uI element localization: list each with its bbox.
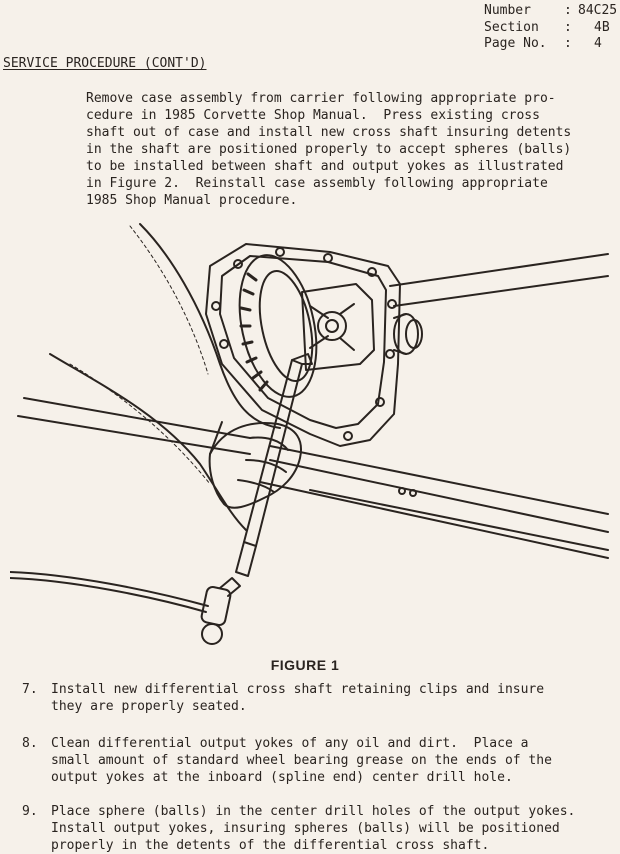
intro-line: in Figure 2. Reinstall case assembly following appropriate xyxy=(86,176,548,191)
meta-row-number xyxy=(484,3,620,20)
step-number: 9. xyxy=(22,804,38,819)
intro-line: cedure in 1985 Corvette Shop Manual. Press existing cross xyxy=(86,108,540,123)
frame-hole xyxy=(410,490,416,496)
meta-separator: : xyxy=(564,36,572,51)
figure-caption: FIGURE 1 xyxy=(270,657,340,673)
meta-key: Page No. xyxy=(484,36,547,51)
step-text xyxy=(51,735,617,786)
meta-separator: : xyxy=(564,3,572,18)
differential-carrier xyxy=(206,244,400,446)
intro-line: 1985 Shop Manual procedure. xyxy=(86,193,298,208)
figure-illustration xyxy=(10,214,610,654)
technician-arm xyxy=(50,224,301,530)
step-line: Place sphere (balls) in the center drill holes of the output yokes. xyxy=(51,804,576,819)
meta-value: 84C25 xyxy=(578,3,618,18)
step-number: 8. xyxy=(22,736,38,751)
ring-gear xyxy=(228,248,328,404)
frame-rail-lower xyxy=(18,398,608,558)
document-meta xyxy=(484,3,620,53)
intro-paragraph xyxy=(86,90,616,209)
step-line: Install new differential cross shaft retaining clips and insure xyxy=(51,682,545,697)
step-line: properly in the detents of the differential cross shaft. xyxy=(51,838,490,853)
meta-row-section xyxy=(484,20,620,37)
meta-key: Number xyxy=(484,3,531,18)
frame-hole xyxy=(399,488,405,494)
step-line: output yokes at the inboard (spline end) center drill hole. xyxy=(51,770,513,785)
section-title: SERVICE PROCEDURE (CONT'D) xyxy=(3,56,207,71)
step-text xyxy=(51,803,617,854)
step-line: they are properly seated. xyxy=(51,699,247,714)
frame-rail-upper xyxy=(390,254,608,306)
step-line: Install output yokes, insuring spheres (balls) will be positioned xyxy=(51,821,560,836)
intro-line: shaft out of case and install new cross shaft insuring detents xyxy=(86,125,572,140)
hammer xyxy=(10,572,240,644)
meta-separator: : xyxy=(564,19,572,35)
step-line: small amount of standard wheel bearing grease on the ends of the xyxy=(51,753,552,768)
intro-line: Remove case assembly from carrier following appropriate pro- xyxy=(86,91,556,106)
intro-line: to be installed between shaft and output yokes as illustrated xyxy=(86,159,564,174)
meta-value: 4 xyxy=(594,36,602,51)
differential-case xyxy=(302,284,374,370)
meta-value: 4B xyxy=(594,19,610,35)
meta-key: Section xyxy=(484,19,539,35)
step-line: Clean differential output yokes of any oil and dirt. Place a xyxy=(51,736,529,751)
step-number: 7. xyxy=(22,682,38,697)
intro-line: in the shaft are positioned properly to accept spheres (balls) xyxy=(86,142,572,157)
step-text xyxy=(51,681,617,715)
meta-row-page xyxy=(484,36,620,53)
